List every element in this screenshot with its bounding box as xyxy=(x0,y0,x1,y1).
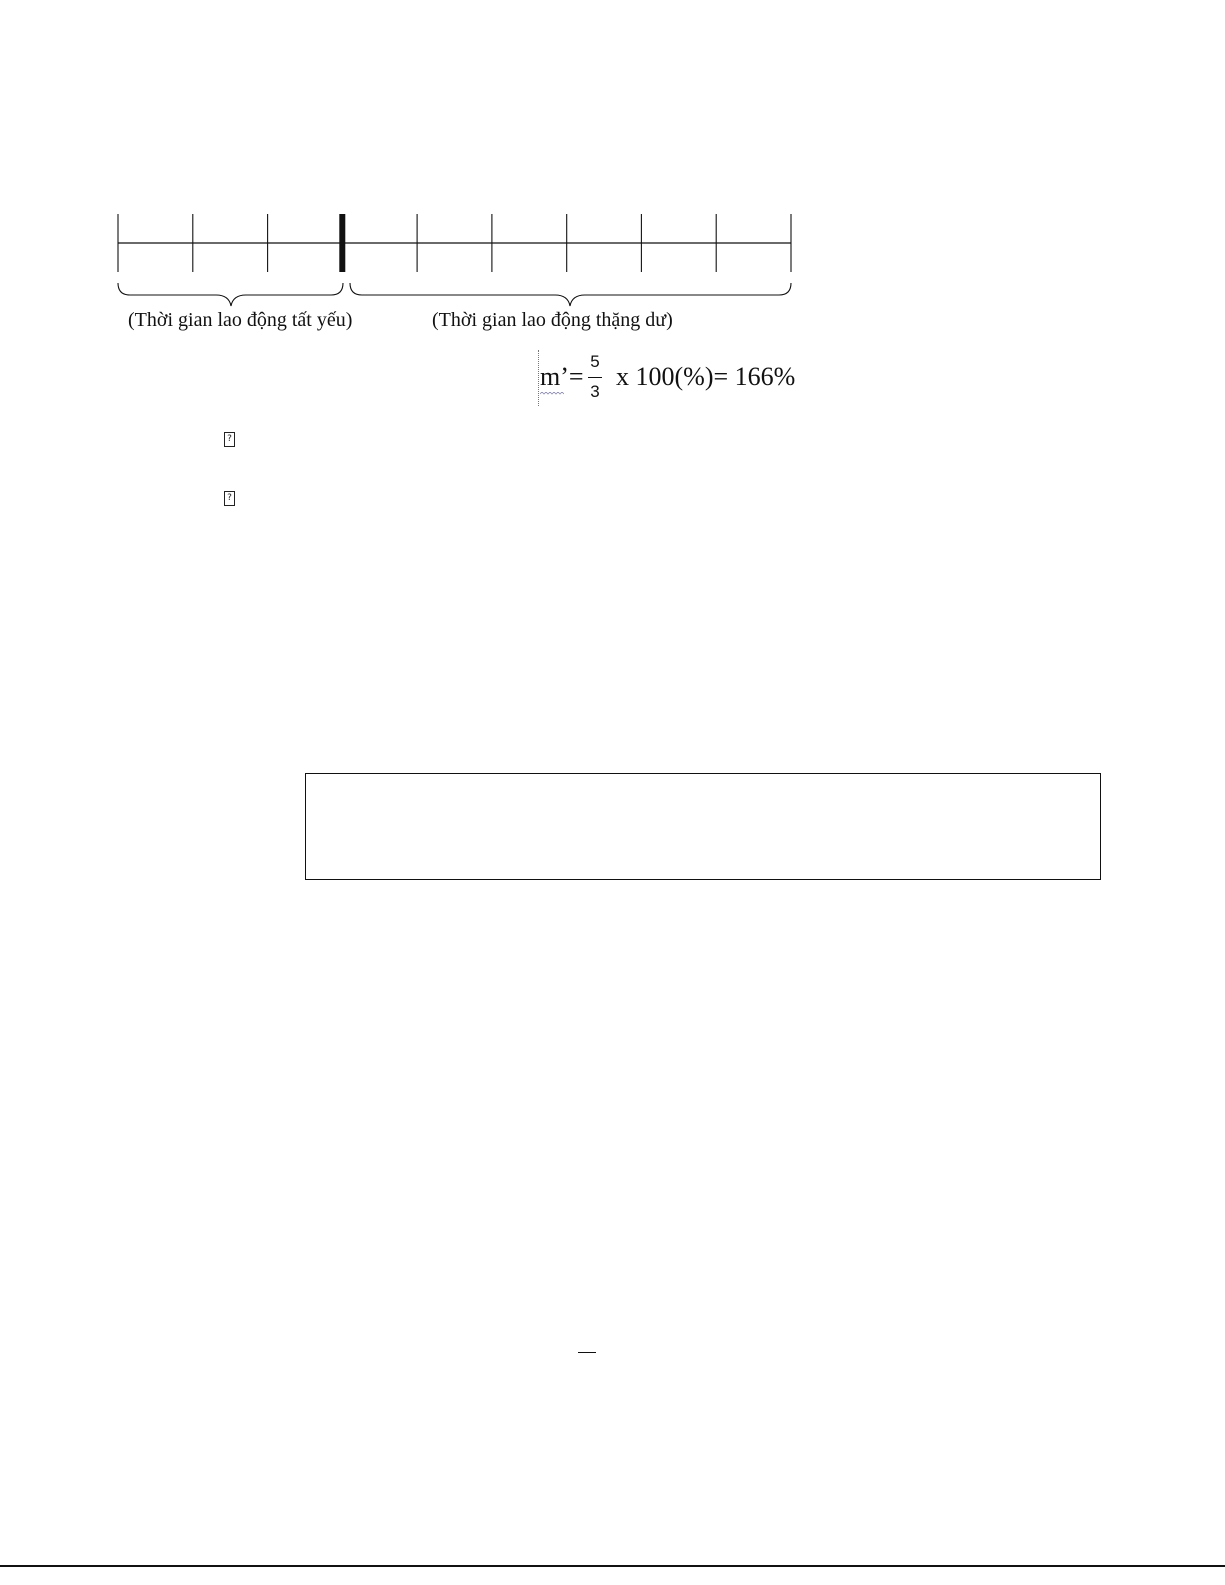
brace-surplus xyxy=(350,283,791,306)
fraction-denominator: 3 xyxy=(590,382,600,401)
missing-glyph-icon: ? xyxy=(224,491,235,506)
labor-time-diagram xyxy=(0,0,1225,340)
fraction-bar xyxy=(588,377,602,378)
page-bottom-rule xyxy=(0,1565,1225,1567)
missing-glyph-icon: ? xyxy=(224,432,235,447)
necessary-labor-time-label: (Thời gian lao động tất yếu) xyxy=(128,309,353,331)
surplus-labor-time-label: (Thời gian lao động thặng dư) xyxy=(432,309,673,331)
empty-text-box xyxy=(305,773,1101,880)
short-rule xyxy=(578,1352,596,1353)
fraction-numerator: 5 xyxy=(590,352,600,371)
formula-fraction xyxy=(588,352,602,404)
text-cursor xyxy=(538,350,539,406)
surplus-rate-formula xyxy=(538,350,838,408)
formula-rhs: x 100(%)= 166% xyxy=(616,362,796,391)
brace-necessary xyxy=(118,283,343,306)
spellcheck-underline xyxy=(540,392,564,396)
formula-lhs: m’= xyxy=(540,362,584,391)
